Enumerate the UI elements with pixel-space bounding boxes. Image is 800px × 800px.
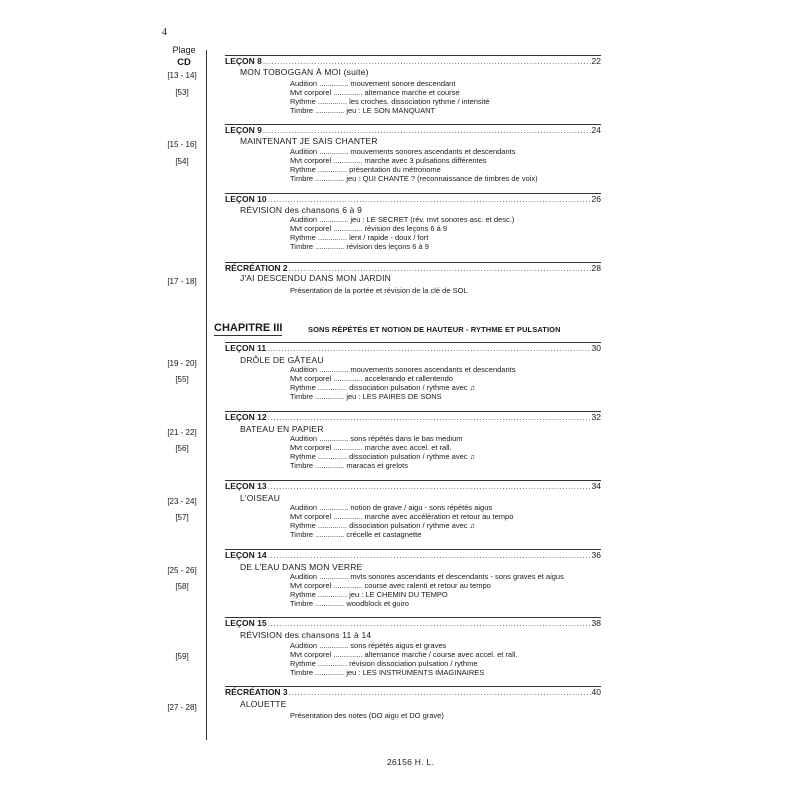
- lesson-title: LEÇON 12: [225, 412, 267, 422]
- r-cr-ation-2-entry: [225, 263, 601, 273]
- cd-track-ref: [57]: [175, 513, 189, 522]
- detail-value: révision des leçons 6 à 9: [364, 224, 448, 233]
- detail-value: accelerando et rallentendo: [364, 374, 453, 383]
- detail-dots: ..............: [315, 97, 348, 106]
- detail-label: Timbre: [290, 392, 314, 401]
- lesson-page-number: 32: [591, 412, 601, 422]
- detail-value: révision des leçons 6 à 9: [346, 242, 429, 251]
- detail-value: marche avec accel. et rall.: [364, 443, 452, 452]
- detail-line-timbre: [290, 392, 442, 402]
- page-footer: 26156 H. L.: [387, 757, 435, 767]
- lesson-title: LEÇON 11: [225, 343, 267, 353]
- detail-value: marche avec 3 pulsations différentes: [364, 156, 487, 165]
- lesson-page-number: 24: [591, 125, 601, 135]
- detail-label: Mvt corporel: [290, 88, 332, 97]
- detail-dots: ..............: [317, 434, 349, 443]
- lesson-page-number: 22: [591, 56, 601, 66]
- cd-track-ref: [58]: [175, 582, 189, 591]
- le-on-9-entry: [225, 125, 601, 135]
- song-title: MON TOBOGGAN À MOI (suite): [240, 67, 369, 77]
- detail-dots: ..............: [331, 156, 363, 165]
- detail-label: Timbre: [290, 668, 314, 677]
- detail-dots: ..............: [317, 572, 349, 581]
- cd-track-ref: [53]: [175, 88, 189, 97]
- detail-label: Mvt corporel: [290, 224, 332, 233]
- leader-dots: [263, 125, 591, 135]
- detail-value: jeu : QUI CHANTE ? (reconnaissance de timbres de voix): [346, 174, 538, 183]
- leader-dots: [268, 550, 591, 560]
- cd-track-ref: [19 - 20]: [167, 359, 197, 368]
- detail-dots: ..............: [315, 521, 348, 530]
- song-title: RÉVISION des chansons 6 à 9: [240, 205, 363, 215]
- lesson-title: LEÇON 14: [225, 550, 267, 560]
- detail-label: Mvt corporel: [290, 156, 332, 165]
- detail-label: Rythme: [290, 383, 316, 392]
- detail-label: Audition: [290, 641, 318, 650]
- detail-value: jeu : LE CHEMIN DU TEMPO: [349, 590, 448, 599]
- detail-value: jeu : LE SON MANQUANT: [346, 106, 436, 115]
- detail-value: woodblock et guiro: [346, 599, 409, 608]
- leader-dots: [267, 343, 590, 353]
- song-title: MAINTENANT JE SAIS CHANTER: [240, 136, 378, 146]
- le-on-11-entry: [225, 343, 601, 353]
- detail-value: dissociation pulsation / rythme avec ♫: [349, 383, 476, 392]
- cd-label: CD: [177, 57, 191, 68]
- le-on-12-entry: [225, 412, 601, 422]
- cd-track-ref: [54]: [175, 157, 189, 166]
- detail-dots: ..............: [315, 590, 348, 599]
- detail-label: Mvt corporel: [290, 374, 332, 383]
- leader-dots: [289, 687, 591, 697]
- detail-value: crécelle et castagnette: [346, 530, 422, 539]
- leader-dots: [268, 194, 591, 204]
- song-title: J'AI DESCENDU DANS MON JARDIN: [240, 273, 391, 283]
- song-title: L'OISEAU: [240, 493, 281, 503]
- song-title: RÉVISION des chansons 11 à 14: [240, 630, 372, 640]
- detail-label: Timbre: [290, 461, 314, 470]
- detail-value: dissociation pulsation / rythme avec ♫: [349, 452, 476, 461]
- detail-value: les croches. dissociation rythme / intensité: [349, 97, 490, 106]
- lesson-page-number: 30: [591, 343, 601, 353]
- leader-dots: [263, 56, 591, 66]
- detail-line-timbre: [290, 174, 538, 184]
- detail-dots: ..............: [331, 88, 363, 97]
- detail-value: alternance marche et course: [364, 88, 460, 97]
- plage-label: Plage: [172, 45, 196, 55]
- le-on-15-entry: [225, 618, 601, 628]
- lesson-page-number: 36: [591, 550, 601, 560]
- leader-dots: [289, 263, 591, 273]
- detail-line-timbre: [290, 461, 408, 471]
- le-on-14-entry: [225, 550, 601, 560]
- detail-label: Rythme: [290, 452, 316, 461]
- detail-dots: ..............: [313, 242, 345, 251]
- detail-label: Timbre: [290, 599, 314, 608]
- detail-line-timbre: [290, 106, 435, 116]
- plage-cd-header: [170, 44, 198, 69]
- detail-value: marche avec accélération et retour au tempo: [364, 512, 514, 521]
- lesson-title: RÉCRÉATION 3: [225, 687, 288, 697]
- detail-value: présentation du métronome: [349, 165, 441, 174]
- detail-label: Rythme: [290, 97, 316, 106]
- detail-dots: ..............: [313, 530, 345, 539]
- cd-track-ref: [15 - 16]: [167, 140, 197, 149]
- song-title: BATEAU EN PAPIER: [240, 424, 324, 434]
- detail-dots: ..............: [313, 668, 345, 677]
- detail-value: notion de grave / aigu - sons répétés aigus: [350, 503, 493, 512]
- detail-label: Mvt corporel: [290, 512, 332, 521]
- detail-value: mouvements sonores ascendants et descendants: [350, 365, 516, 374]
- song-title: DE L'EAU DANS MON VERRE: [240, 562, 363, 572]
- detail-dots: ..............: [317, 503, 349, 512]
- detail-value: mouvement sonore descendant: [350, 79, 456, 88]
- chapter-subtitle: SONS RÉPÉTÉS ET NOTION DE HAUTEUR - RYTHME ET PULSATION: [308, 325, 561, 334]
- detail-dots: ..............: [313, 599, 345, 608]
- cd-track-ref: [25 - 26]: [167, 566, 197, 575]
- detail-dots: ..............: [317, 365, 349, 374]
- le-on-8-entry: [225, 56, 601, 66]
- leader-dots: [268, 481, 591, 491]
- lesson-title: LEÇON 15: [225, 618, 267, 628]
- detail-label: Rythme: [290, 233, 316, 242]
- detail-label: Timbre: [290, 174, 314, 183]
- detail-dots: ..............: [313, 174, 345, 183]
- cd-track-ref: [56]: [175, 444, 189, 453]
- detail-label: Timbre: [290, 530, 314, 539]
- detail-dots: ..............: [313, 392, 345, 401]
- cd-track-ref: [13 - 14]: [167, 71, 197, 80]
- lesson-title: RÉCRÉATION 2: [225, 263, 288, 273]
- page-number: 4: [162, 27, 167, 38]
- detail-dots: ..............: [331, 581, 363, 590]
- detail-dots: ..............: [315, 452, 348, 461]
- detail-value: sons répétés aigus et graves: [350, 641, 447, 650]
- le-on-13-entry: [225, 481, 601, 491]
- detail-dots: ..............: [315, 659, 348, 668]
- detail-line-timbre: [290, 530, 421, 540]
- lesson-title: LEÇON 13: [225, 481, 267, 491]
- detail-line-timbre: [290, 668, 484, 678]
- cd-track-ref: [23 - 24]: [167, 497, 197, 506]
- cd-track-ref: [21 - 22]: [167, 428, 197, 437]
- detail-value: sons répétés dans le bas medium: [350, 434, 463, 443]
- r-cr-ation-3-entry: [225, 687, 601, 697]
- detail-label: Audition: [290, 147, 318, 156]
- detail-label: Mvt corporel: [290, 443, 332, 452]
- detail-dots: ..............: [315, 233, 348, 242]
- detail-line-timbre: [290, 242, 429, 252]
- detail-label: Audition: [290, 215, 318, 224]
- detail-value: course avec ralenti et retour au tempo: [364, 581, 491, 590]
- presentation-text: Présentation de la portée et révision de la clé de SOL: [290, 286, 468, 295]
- detail-value: dissociation pulsation / rythme avec ♫: [349, 521, 476, 530]
- cd-track-ref: [17 - 18]: [167, 277, 197, 286]
- lesson-title: LEÇON 10: [225, 194, 267, 204]
- detail-label: Rythme: [290, 521, 316, 530]
- detail-value: jeu : LES INSTRUMENTS IMAGINAIRES: [346, 668, 485, 677]
- detail-dots: ..............: [317, 215, 349, 224]
- detail-label: Rythme: [290, 659, 316, 668]
- detail-dots: ..............: [331, 512, 363, 521]
- detail-value: révision dissociation pulsation / rythme: [349, 659, 478, 668]
- detail-label: Audition: [290, 503, 318, 512]
- lesson-title: LEÇON 8: [225, 56, 262, 66]
- detail-dots: ..............: [313, 106, 345, 115]
- detail-dots: ..............: [317, 79, 349, 88]
- detail-label: Rythme: [290, 165, 316, 174]
- detail-dots: ..............: [315, 383, 348, 392]
- detail-value: lent / rapide - doux / fort: [349, 233, 429, 242]
- cd-track-ref: [27 - 28]: [167, 703, 197, 712]
- detail-dots: ..............: [331, 224, 363, 233]
- leader-dots: [268, 412, 591, 422]
- detail-value: alternance marche / course avec accel. et rall.: [364, 650, 518, 659]
- cd-track-ref: [59]: [175, 652, 189, 661]
- detail-dots: ..............: [317, 641, 349, 650]
- detail-value: jeu : LE SECRET (rév. mvt sonores asc. et desc.): [350, 215, 515, 224]
- detail-label: Audition: [290, 572, 318, 581]
- detail-dots: ..............: [331, 650, 363, 659]
- le-on-10-entry: [225, 194, 601, 204]
- cd-track-ref: [55]: [175, 375, 189, 384]
- song-title: DRÔLE DE GÂTEAU: [240, 355, 324, 365]
- detail-value: maracas et grelots: [346, 461, 409, 470]
- detail-label: Mvt corporel: [290, 650, 332, 659]
- lesson-page-number: 38: [591, 618, 601, 628]
- detail-value: mvts sonores ascendants et descendants - sons graves et aigus: [350, 572, 564, 581]
- lesson-page-number: 26: [591, 194, 601, 204]
- lesson-page-number: 34: [591, 481, 601, 491]
- detail-dots: ..............: [315, 165, 348, 174]
- song-title: ALOUETTE: [240, 699, 287, 709]
- chapter-title: CHAPITRE III: [214, 322, 283, 334]
- detail-dots: ..............: [331, 374, 363, 383]
- detail-label: Timbre: [290, 242, 314, 251]
- detail-dots: ..............: [317, 147, 349, 156]
- leader-dots: [268, 618, 591, 628]
- detail-label: Audition: [290, 79, 318, 88]
- column-divider: [206, 50, 207, 740]
- detail-dots: ..............: [313, 461, 345, 470]
- detail-dots: ..............: [331, 443, 363, 452]
- detail-label: Timbre: [290, 106, 314, 115]
- detail-label: Mvt corporel: [290, 581, 332, 590]
- detail-label: Rythme: [290, 590, 316, 599]
- detail-label: Audition: [290, 365, 318, 374]
- detail-label: Audition: [290, 434, 318, 443]
- lesson-page-number: 40: [591, 687, 601, 697]
- detail-line-timbre: [290, 599, 409, 609]
- lesson-page-number: 28: [591, 263, 601, 273]
- lesson-title: LEÇON 9: [225, 125, 262, 135]
- detail-value: jeu : LES PAIRES DE SONS: [346, 392, 442, 401]
- detail-value: mouvements sonores ascendants et descendants: [350, 147, 516, 156]
- presentation-text: Présentation des notes (DO aigu et DO grave): [290, 711, 444, 720]
